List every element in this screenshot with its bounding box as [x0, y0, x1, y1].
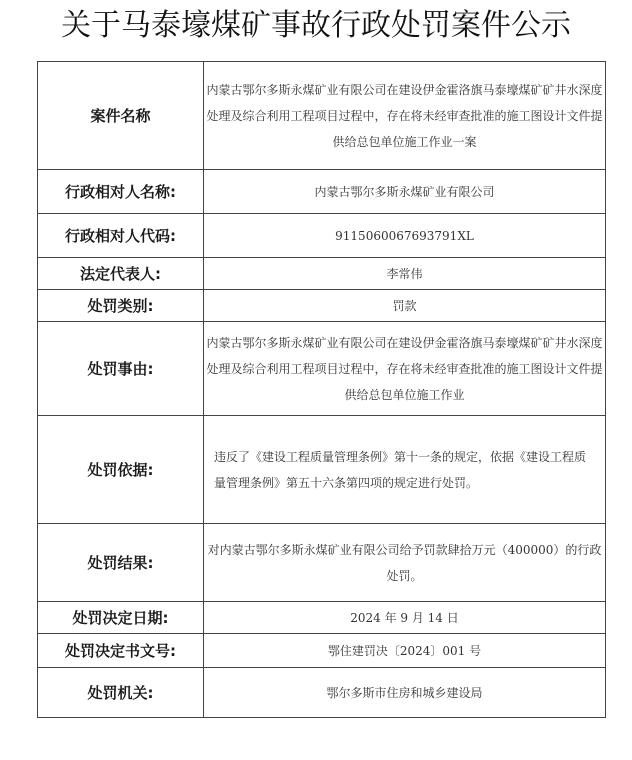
penalty-basis-label: 处罚依据:: [38, 416, 204, 524]
case-name-text: 内蒙古鄂尔多斯永煤矿业有限公司在建设伊金霍洛旗马泰壕煤矿矿井水深度处理及综合利用工程项目过程中，存在将未经审查批准的施工图设计文件提供给总包单位施工作业一案: [206, 82, 603, 149]
row-legal-rep: [38, 258, 606, 290]
penalty-result-label: 处罚结果:: [38, 524, 204, 602]
penalty-notice-table: [37, 61, 606, 718]
row-authority: [38, 668, 606, 718]
decision-number-value: 鄂住建罚决〔2024〕001 号: [204, 634, 606, 668]
penalty-result-text: 对内蒙古鄂尔多斯永煤矿业有限公司给予罚款肆拾万元（400000）的行政处罚。: [207, 542, 602, 583]
decision-date-label: 处罚决定日期:: [38, 602, 204, 634]
case-name-label: 案件名称: [38, 62, 204, 170]
penalty-basis-text: 违反了《建设工程质量管理条例》第十一条的规定，依据《建设工程质量管理条例》第五十六条第四项的规定进行处罚。: [214, 449, 587, 490]
party-code-label: 行政相对人代码:: [38, 214, 204, 258]
penalty-reason-value: [204, 322, 606, 416]
penalty-reason-label: 处罚事由:: [38, 322, 204, 416]
decision-date-value: 2024 年 9 月 14 日: [204, 602, 606, 634]
row-penalty-reason: [38, 322, 606, 416]
row-penalty-type: [38, 290, 606, 322]
row-party-code: [38, 214, 606, 258]
party-name-value: 内蒙古鄂尔多斯永煤矿业有限公司: [204, 170, 606, 214]
case-name-value: [204, 62, 606, 170]
party-code-value: 9115060067693791XL: [204, 214, 606, 258]
decision-number-label: 处罚决定书文号:: [38, 634, 204, 668]
row-party-name: [38, 170, 606, 214]
penalty-result-value: [204, 524, 606, 602]
page-title: 关于马泰壕煤矿事故行政处罚案件公示: [61, 8, 571, 43]
penalty-type-label: 处罚类别:: [38, 290, 204, 322]
row-case-name: [38, 62, 606, 170]
party-name-label: 行政相对人名称:: [38, 170, 204, 214]
authority-label: 处罚机关:: [38, 668, 204, 718]
legal-rep-label: 法定代表人:: [38, 258, 204, 290]
penalty-type-value: 罚款: [204, 290, 606, 322]
row-penalty-result: [38, 524, 606, 602]
row-decision-number: [38, 634, 606, 668]
penalty-reason-text: 内蒙古鄂尔多斯永煤矿业有限公司在建设伊金霍洛旗马泰壕煤矿矿井水深度处理及综合利用工程项目过程中，存在将未经审查批准的施工图设计文件提供给总包单位施工作业: [206, 335, 603, 402]
row-decision-date: [38, 602, 606, 634]
penalty-basis-value: [204, 416, 606, 524]
legal-rep-value: 李常伟: [204, 258, 606, 290]
authority-value: 鄂尔多斯市住房和城乡建设局: [204, 668, 606, 718]
row-penalty-basis: [38, 416, 606, 524]
